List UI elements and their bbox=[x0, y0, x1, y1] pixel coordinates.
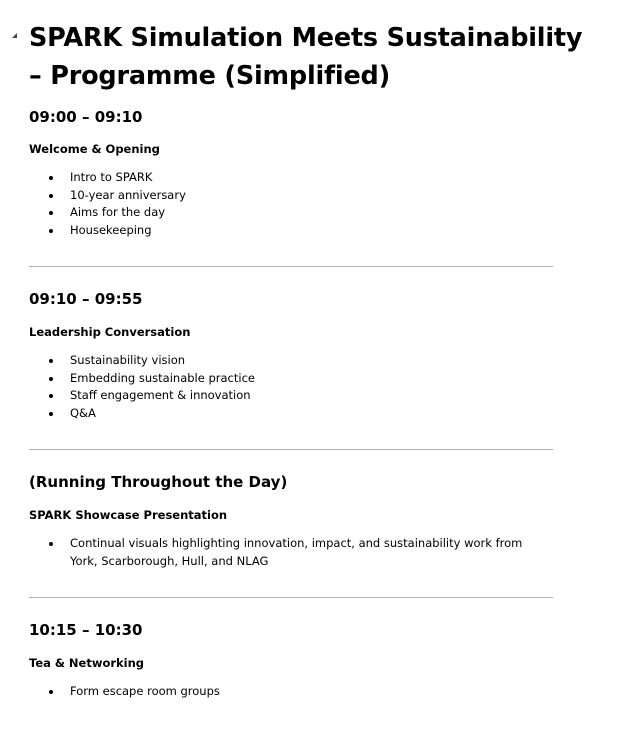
bullet-list bbox=[29, 535, 589, 570]
list-item: Embedding sustainable practice bbox=[29, 370, 589, 388]
list-item: Form escape room groups bbox=[29, 683, 589, 701]
section-divider bbox=[29, 449, 553, 450]
list-item: Q&A bbox=[29, 405, 589, 423]
document-page bbox=[29, 0, 589, 701]
document-title: SPARK Simulation Meets Sustainability – Programme (Simplified) bbox=[29, 23, 583, 91]
list-item: Intro to SPARK bbox=[29, 169, 589, 187]
list-item: Continual visuals highlighting innovation, impact, and sustainability work from York, Scarborough, Hull, and NLAG bbox=[29, 535, 540, 570]
section-subtitle: Welcome & Opening bbox=[29, 142, 160, 156]
list-item: Housekeeping bbox=[29, 222, 589, 240]
section-time: 09:10 – 09:55 bbox=[29, 290, 143, 308]
bullet-list bbox=[29, 169, 589, 239]
section-time: 09:00 – 09:10 bbox=[29, 108, 143, 126]
agenda-section-leadership bbox=[29, 289, 589, 422]
list-item: Sustainability vision bbox=[29, 352, 589, 370]
bullet-list bbox=[29, 352, 589, 422]
section-divider bbox=[29, 597, 553, 598]
section-time: 10:15 – 10:30 bbox=[29, 621, 143, 639]
bullet-list bbox=[29, 683, 589, 701]
agenda-section-welcome bbox=[29, 107, 589, 239]
agenda-section-tea bbox=[29, 620, 589, 701]
list-item: Aims for the day bbox=[29, 204, 589, 222]
collapse-heading-icon[interactable] bbox=[12, 33, 17, 38]
section-time: (Running Throughout the Day) bbox=[29, 473, 288, 491]
section-divider bbox=[29, 266, 553, 267]
section-subtitle: Tea & Networking bbox=[29, 656, 145, 670]
list-item: Staff engagement & innovation bbox=[29, 387, 589, 405]
section-subtitle: Leadership Conversation bbox=[29, 325, 191, 339]
agenda-section-showcase bbox=[29, 472, 589, 570]
section-subtitle: SPARK Showcase Presentation bbox=[29, 508, 228, 522]
list-item: 10-year anniversary bbox=[29, 187, 589, 205]
